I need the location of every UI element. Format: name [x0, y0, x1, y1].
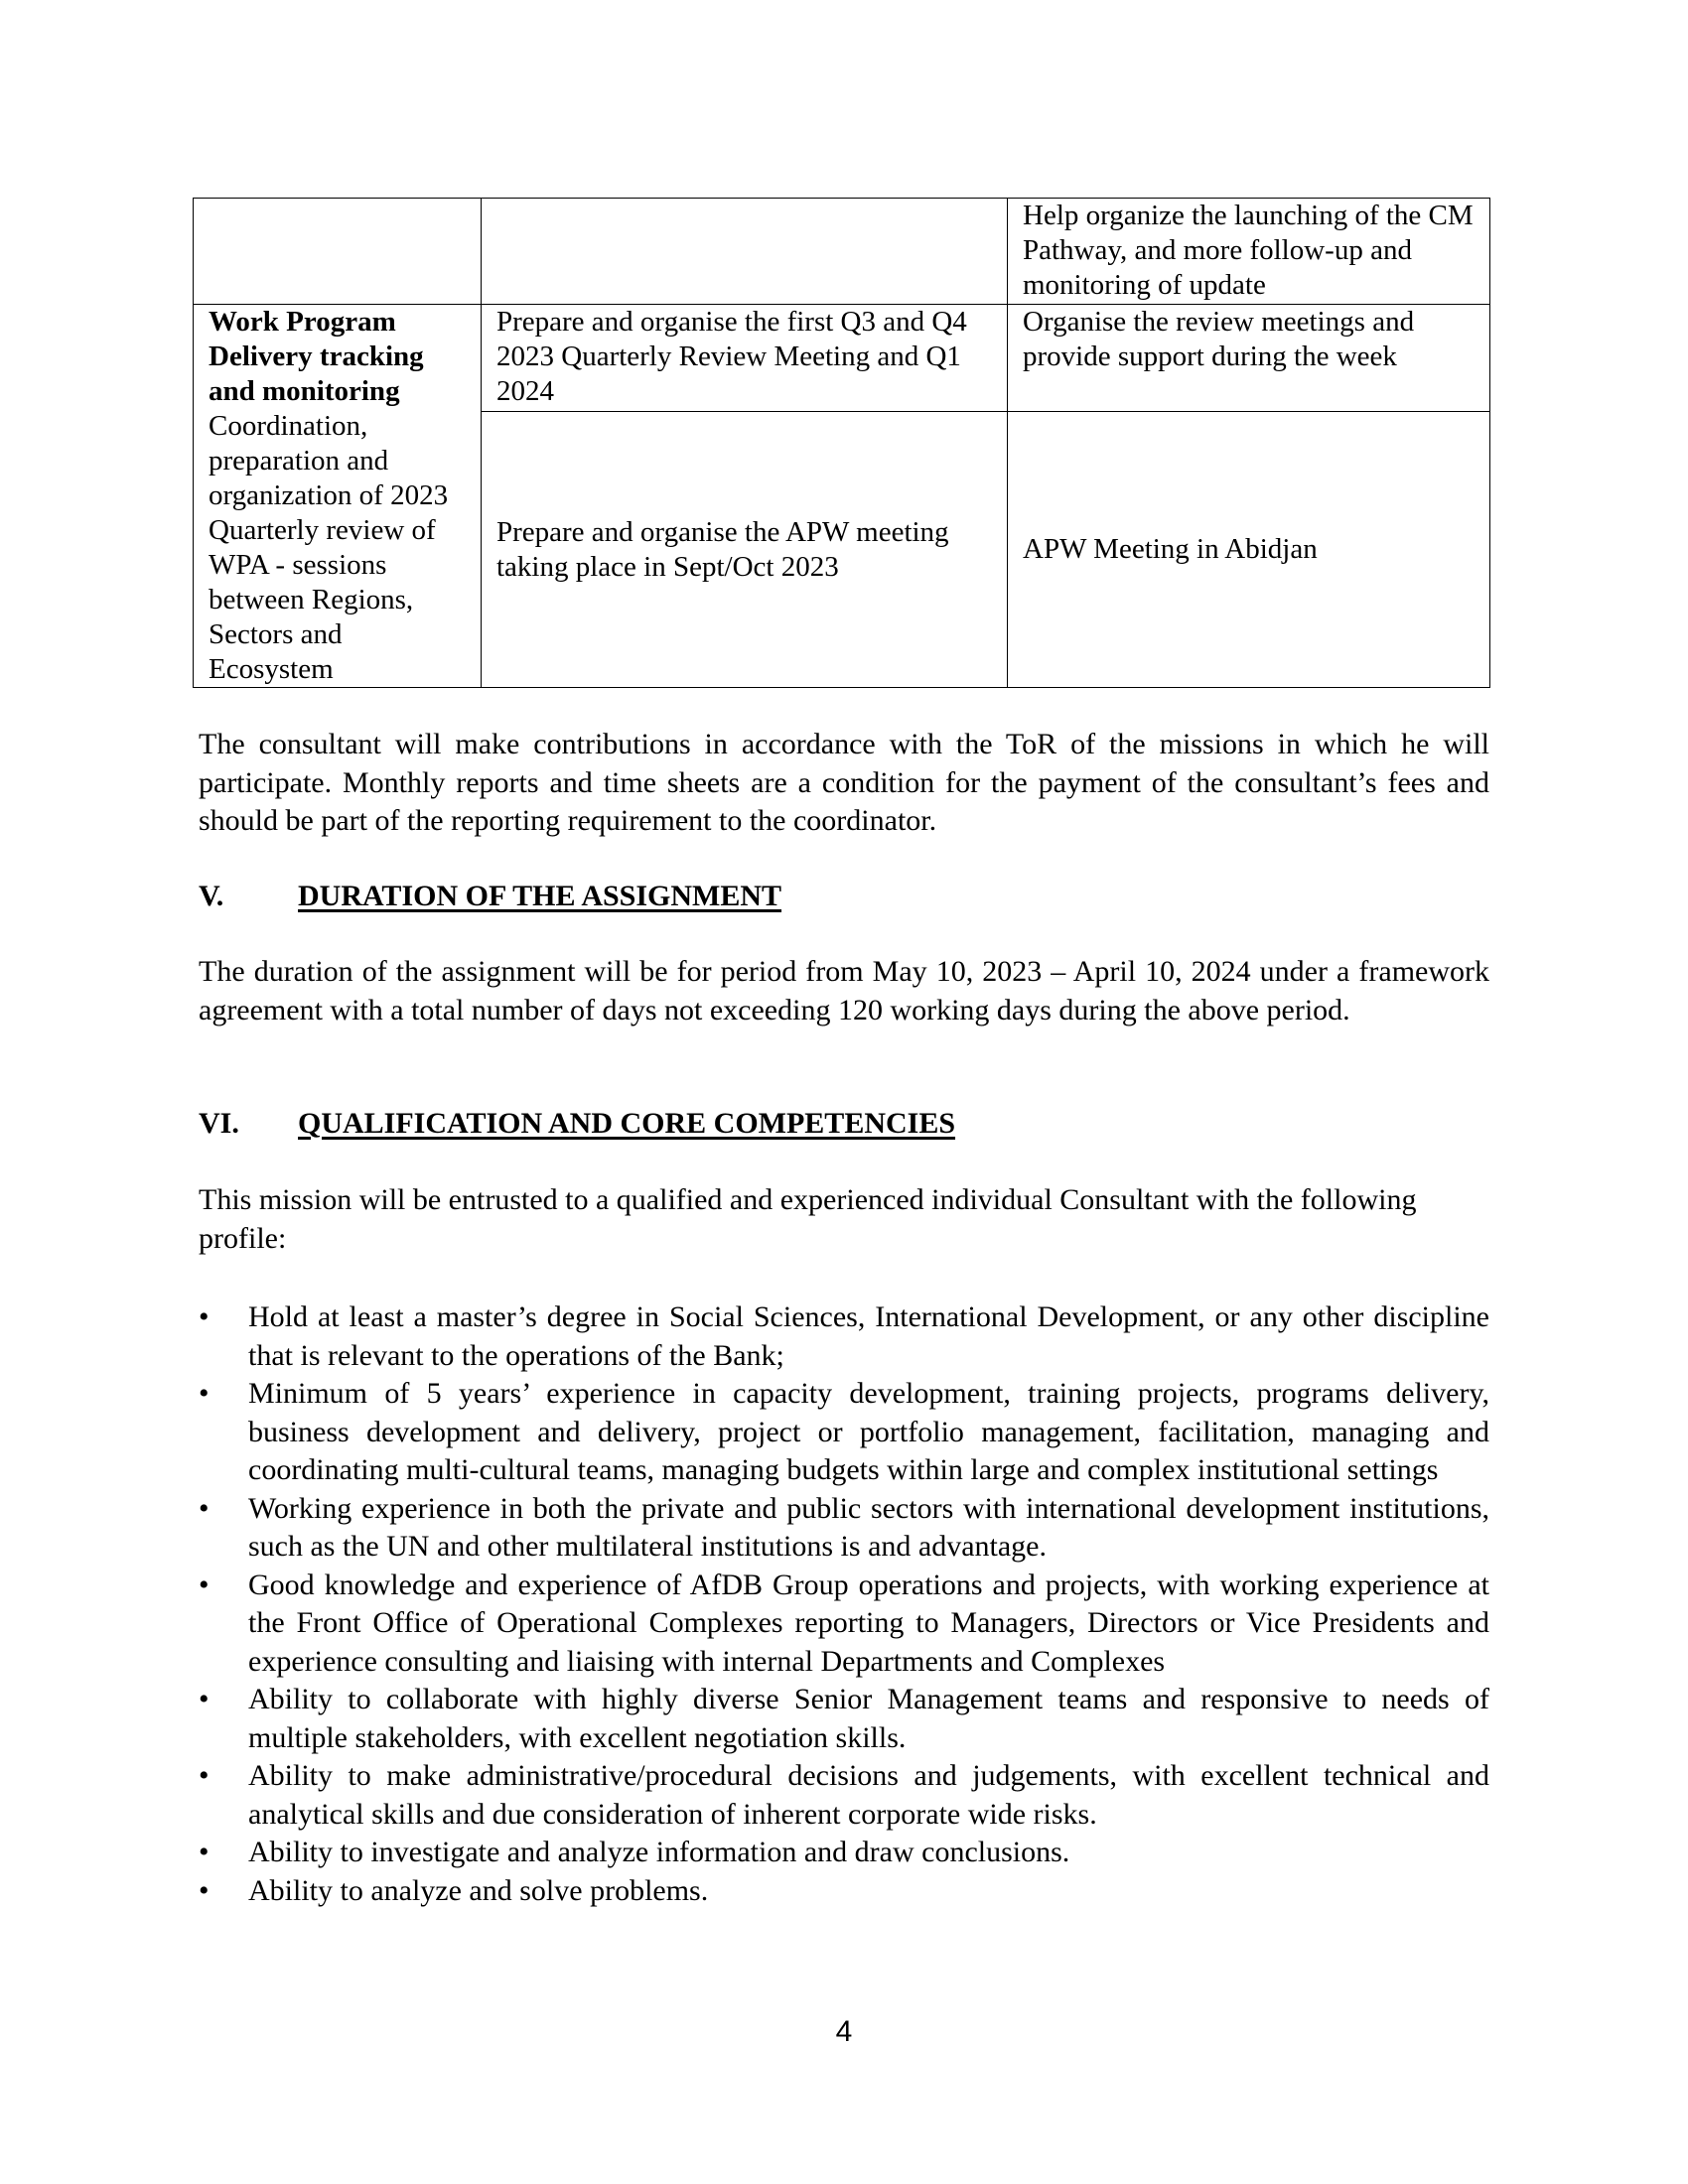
bullet-icon: •	[199, 1836, 210, 1868]
list-item-text: Ability to investigate and analyze information and draw conclusions.	[248, 1836, 1070, 1868]
table-cell-empty	[482, 199, 1008, 305]
table-cell-work-program	[194, 305, 482, 688]
bullet-icon: •	[199, 1759, 210, 1792]
section-heading-duration	[199, 878, 781, 915]
list-item	[199, 1567, 1489, 1682]
table-row	[194, 199, 1490, 305]
bullet-icon: •	[199, 1873, 210, 1907]
section-title: QUALIFICATION AND CORE COMPETENCIES	[298, 1107, 956, 1140]
bullet-icon: •	[199, 1491, 210, 1525]
list-item	[199, 1375, 1489, 1490]
list-item-text: Ability to make administrative/procedural decisions and judgements, with excellent technical and analytical skills and due consideration of inherent corporate wide risks.	[248, 1759, 1489, 1831]
work-program-table	[193, 198, 1490, 688]
list-item	[199, 1298, 1489, 1375]
list-item-text: Ability to analyze and solve problems.	[248, 1873, 709, 1907]
table-cell: Help organize the launching of the CM Pathway, and more follow-up and monitoring of update	[1008, 199, 1490, 305]
bullet-icon: •	[199, 1300, 210, 1333]
page-number: 4	[835, 2015, 853, 2048]
section-number: V.	[199, 880, 224, 912]
list-item-text: Minimum of 5 years’ experience in capacity development, training projects, programs delivery, business development and delivery, project or portfolio management, facilitation, managing and coordinating multi-cultural teams, managing budgets within large and complex institutional settings	[248, 1377, 1489, 1486]
duration-paragraph: The duration of the assignment will be for period from May 10, 2023 – April 10, 2024 under a framework agreement with a total number of days not exceeding 120 working days during the above period.	[199, 955, 1489, 1026]
list-item	[199, 1872, 1489, 1911]
bullet-icon: •	[199, 1377, 210, 1410]
table-cell: Prepare and organise the first Q3 and Q4 2023 Quarterly Review Meeting and Q1 2024	[482, 305, 1008, 412]
list-item-text: Ability to collaborate with highly diverse Senior Management teams and responsive to needs of multiple stakeholders, with excellent negotiation skills.	[248, 1683, 1489, 1754]
list-item-text: Working experience in both the private and public sectors with international development institutions, such as the UN and other multilateral institutions is and advantage.	[248, 1491, 1489, 1563]
list-item-text: Good knowledge and experience of AfDB Group operations and projects, with working experience at the Front Office of Operational Complexes reporting to Managers, Directors or Vice Presidents and experience consulting and liaising with internal Departments and Complexes	[248, 1568, 1489, 1678]
bullet-icon: •	[199, 1683, 210, 1715]
qualification-intro: This mission will be entrusted to a qualified and experienced individual Consultant with the following profile:	[199, 1183, 1417, 1255]
section-number: VI.	[199, 1107, 239, 1140]
table-cell: Organise the review meetings and provide support during the week	[1008, 305, 1490, 412]
list-item	[199, 1834, 1489, 1872]
table-cell-empty	[194, 199, 482, 305]
table-row	[194, 305, 1490, 412]
section-heading-qualification	[199, 1105, 955, 1143]
section-title: DURATION OF THE ASSIGNMENT	[298, 880, 782, 912]
table-cell: Prepare and organise the APW meeting taking place in Sept/Oct 2023	[482, 412, 1008, 688]
work-program-title: Work Program Delivery tracking and monitoring	[209, 306, 424, 407]
contributions-paragraph: The consultant will make contributions in accordance with the ToR of the missions in which he will participate. Monthly reports and time sheets are a condition for the payment of the consultant’s fees and should be part of the reporting requirement to the coordinator.	[199, 728, 1489, 837]
list-item-text: Hold at least a master’s degree in Social Sciences, International Development, or any other discipline that is relevant to the operations of the Bank;	[248, 1300, 1489, 1372]
list-item	[199, 1757, 1489, 1834]
bullet-icon: •	[199, 1568, 210, 1601]
list-item	[199, 1681, 1489, 1757]
qualification-list	[199, 1298, 1489, 1910]
work-program-description: Coordination, preparation and organization of 2023 Quarterly review of WPA - sessions between Regions, Sectors and Ecosystem	[209, 410, 449, 685]
list-item	[199, 1490, 1489, 1567]
table-cell: APW Meeting in Abidjan	[1008, 412, 1490, 688]
